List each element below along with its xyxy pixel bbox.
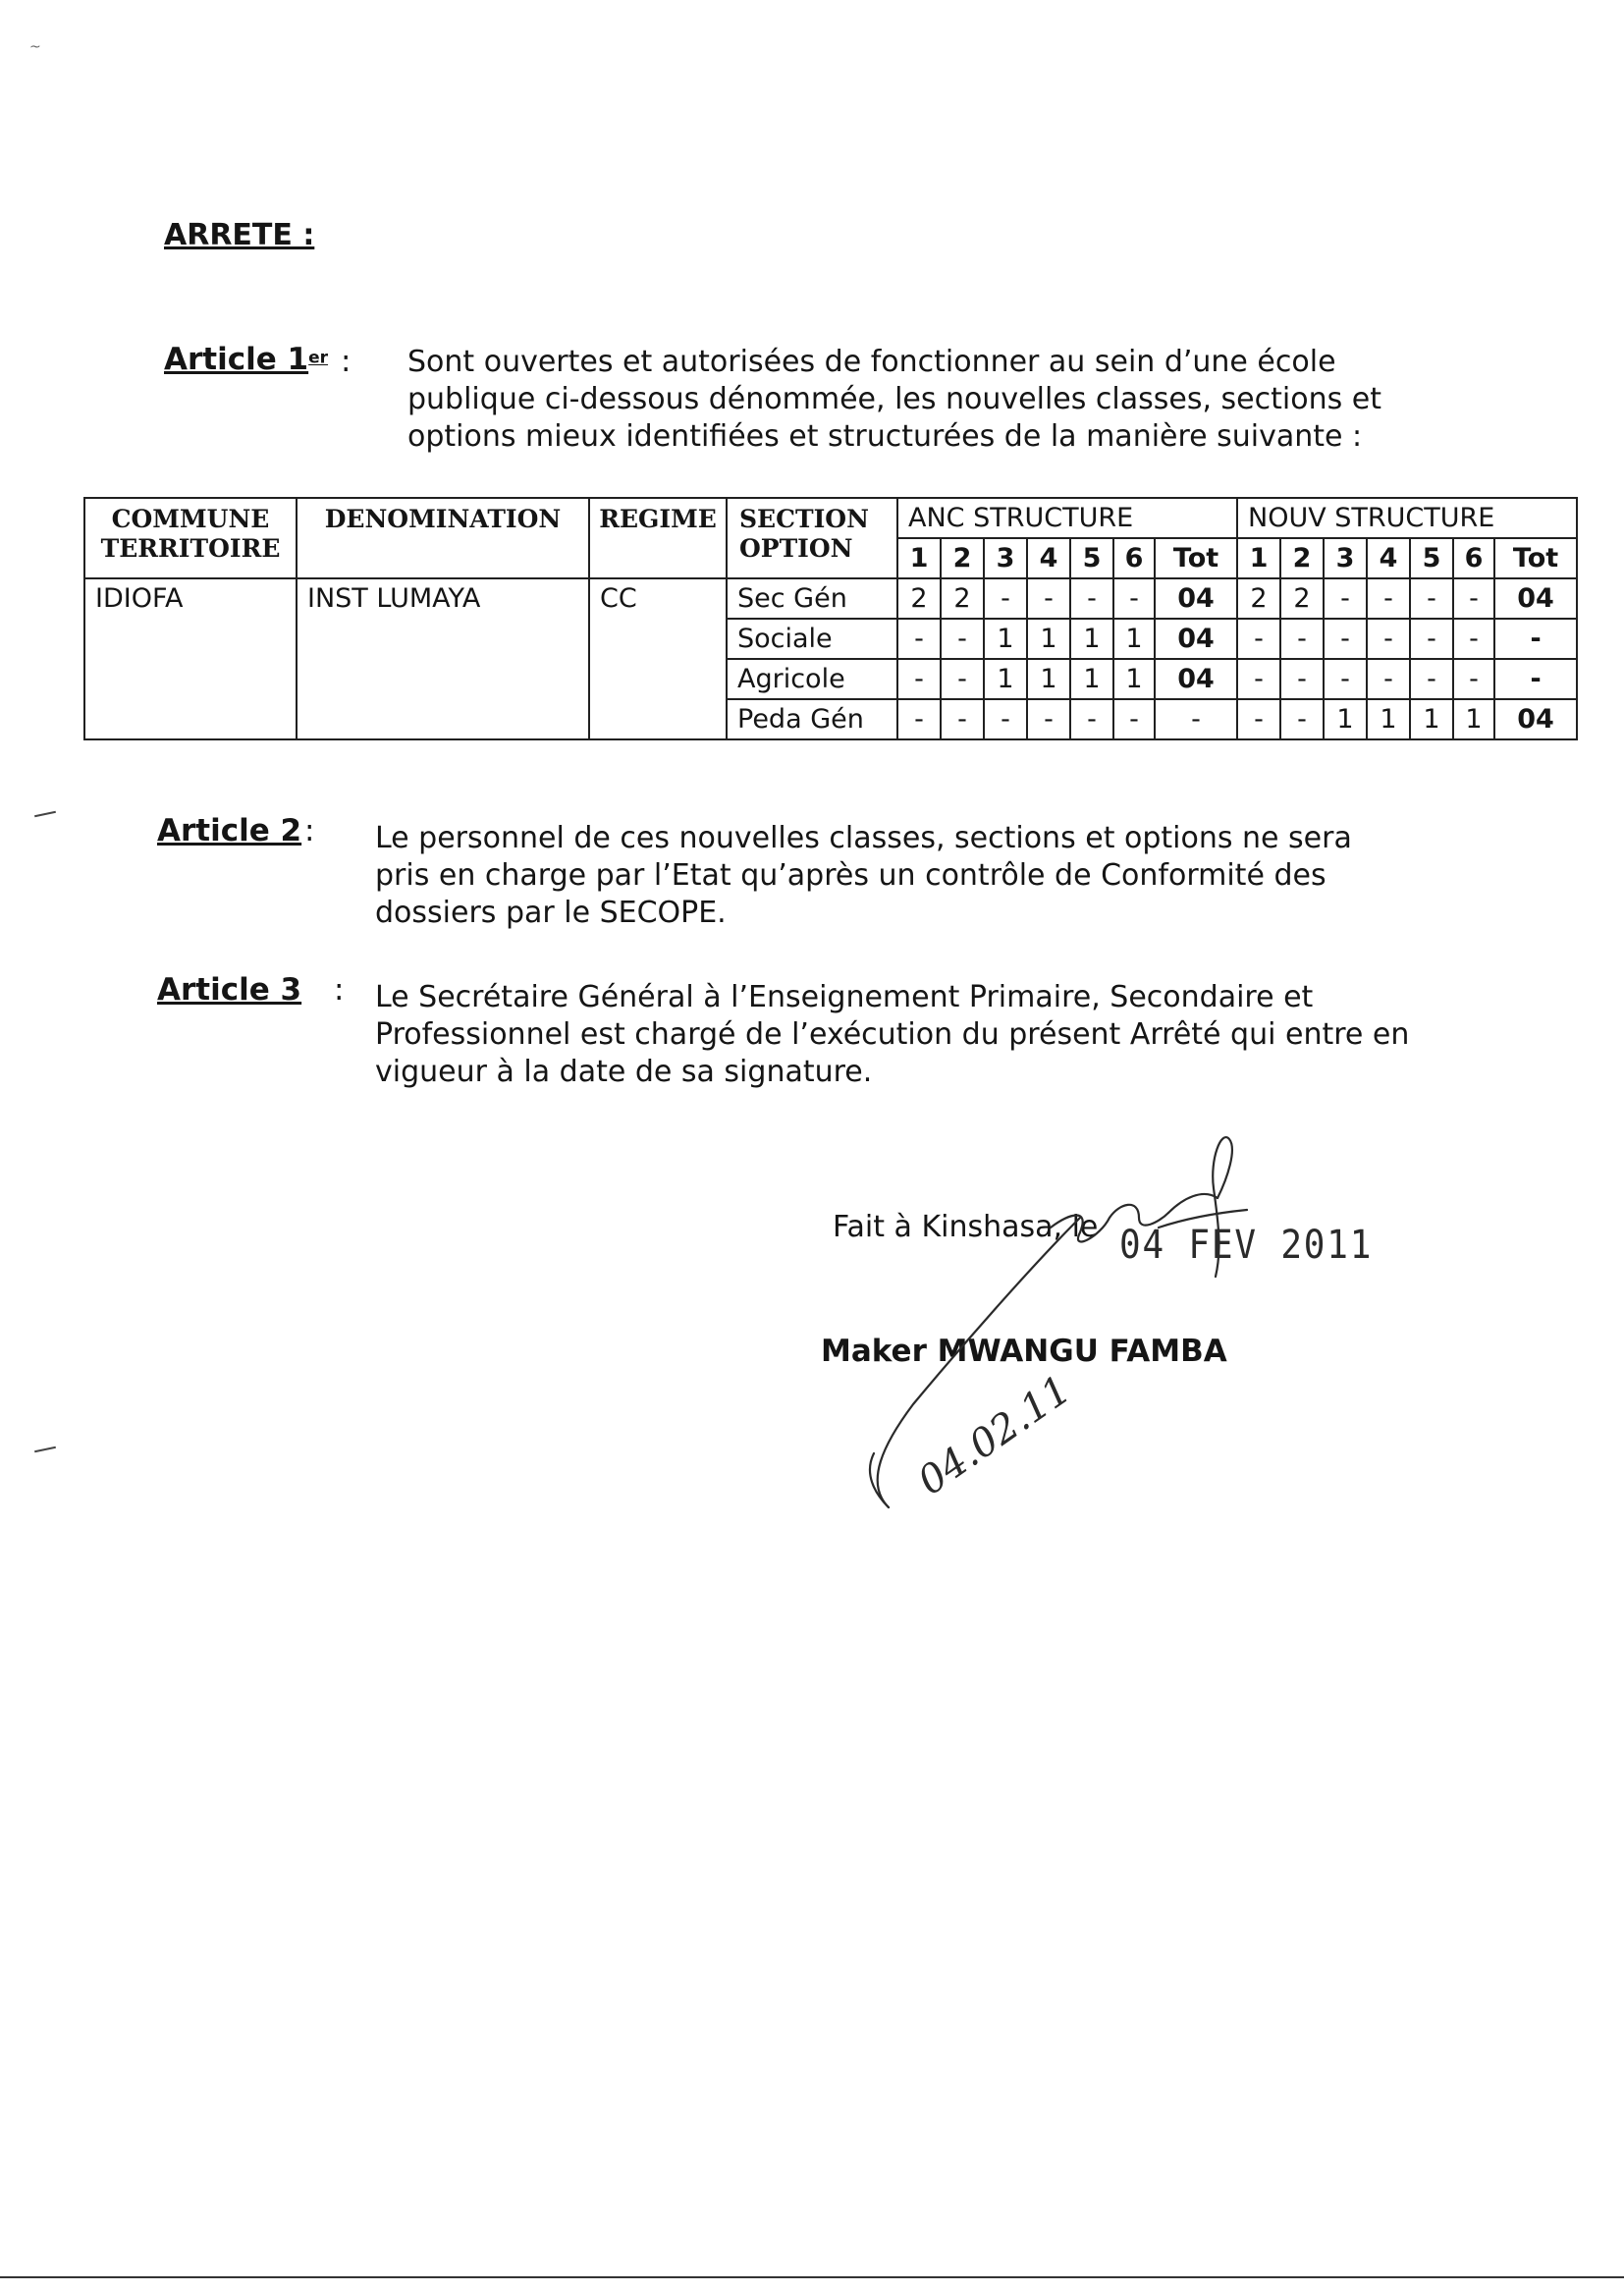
option-header-label: OPTION xyxy=(739,534,853,563)
value-cell: - xyxy=(1324,619,1367,659)
territoire-header-label: TERRITOIRE xyxy=(100,534,281,563)
article-2-line: pris en charge par l’Etat qu’après un contrôle de Conformité des xyxy=(375,858,1326,893)
article-1-title: Article 1 xyxy=(164,342,309,377)
header-row xyxy=(84,498,1577,538)
article-3-line: Professionnel est chargé de l’exécution du présent Arrêté qui entre en xyxy=(375,1017,1410,1052)
value-cell: - xyxy=(1324,659,1367,699)
value-cell: 2 xyxy=(897,578,941,619)
regime-header: REGIME xyxy=(589,498,727,578)
value-cell: - xyxy=(1237,699,1280,739)
nouv-col-header: 5 xyxy=(1410,538,1453,578)
regime-cell: CC xyxy=(589,578,727,739)
value-cell: - xyxy=(1453,578,1494,619)
article-3-line: Le Secrétaire Général à l’Enseignement Primaire, Secondaire et xyxy=(375,980,1314,1014)
nouv-col-header: 6 xyxy=(1453,538,1494,578)
value-cell: - xyxy=(1280,699,1324,739)
value-cell: 1 xyxy=(1410,699,1453,739)
article-3-colon: : xyxy=(334,972,345,1008)
value-cell: - xyxy=(897,619,941,659)
value-cell: - xyxy=(1113,578,1155,619)
total-cell: 04 xyxy=(1155,578,1237,619)
option-cell: Sec Gén xyxy=(727,578,897,619)
article-1-colon: : xyxy=(341,344,352,379)
value-cell: - xyxy=(897,659,941,699)
commune-header xyxy=(84,498,297,578)
article-2-colon: : xyxy=(304,813,315,848)
value-cell: 1 xyxy=(984,619,1027,659)
article-3-text xyxy=(375,979,1410,1091)
value-cell: - xyxy=(897,699,941,739)
article-2-text xyxy=(375,820,1377,932)
anc-col-header: Tot xyxy=(1155,538,1237,578)
value-cell: 1 xyxy=(1070,659,1113,699)
value-cell: - xyxy=(1070,578,1113,619)
total-cell: 04 xyxy=(1155,659,1237,699)
signer-name: Maker MWANGU FAMBA xyxy=(821,1334,1227,1369)
value-cell: - xyxy=(1237,659,1280,699)
value-cell: - xyxy=(984,699,1027,739)
article-1-text xyxy=(407,344,1419,456)
option-cell: Agricole xyxy=(727,659,897,699)
value-cell: 1 xyxy=(1027,659,1070,699)
value-cell: - xyxy=(941,659,984,699)
option-cell: Peda Gén xyxy=(727,699,897,739)
place-date-label: Fait à Kinshasa, le xyxy=(833,1210,1099,1244)
nouv-col-header: 2 xyxy=(1280,538,1324,578)
total-cell: - xyxy=(1494,619,1577,659)
value-cell: - xyxy=(1070,699,1113,739)
value-cell: - xyxy=(941,699,984,739)
anc-col-header: 1 xyxy=(897,538,941,578)
handwritten-date: 04.02.11 xyxy=(909,1366,1080,1504)
value-cell: 1 xyxy=(1453,699,1494,739)
article-1-line: options mieux identifiées et structurées de la manière suivante : xyxy=(407,419,1363,454)
value-cell: 1 xyxy=(1367,699,1410,739)
value-cell: - xyxy=(1410,619,1453,659)
value-cell: 1 xyxy=(984,659,1027,699)
value-cell: 1 xyxy=(1113,659,1155,699)
value-cell: - xyxy=(1453,659,1494,699)
total-cell: 04 xyxy=(1494,578,1577,619)
denomination-header: DENOMINATION xyxy=(297,498,589,578)
nouv-col-header: 1 xyxy=(1237,538,1280,578)
value-cell: - xyxy=(984,578,1027,619)
value-cell: - xyxy=(941,619,984,659)
value-cell: 1 xyxy=(1324,699,1367,739)
margin-mark xyxy=(34,1447,56,1453)
anc-col-header: 3 xyxy=(984,538,1027,578)
article-3-label: Article 3 xyxy=(157,972,302,1008)
article-3-line: vigueur à la date de sa signature. xyxy=(375,1055,873,1089)
value-cell: - xyxy=(1113,699,1155,739)
value-cell: - xyxy=(1027,699,1070,739)
article-1-line: Sont ouvertes et autorisées de fonctionner au sein d’une école xyxy=(407,345,1336,379)
value-cell: - xyxy=(1367,578,1410,619)
option-cell: Sociale xyxy=(727,619,897,659)
value-cell: - xyxy=(1237,619,1280,659)
denomination-cell: INST LUMAYA xyxy=(297,578,589,739)
value-cell: 2 xyxy=(1280,578,1324,619)
value-cell: - xyxy=(1324,578,1367,619)
commune-header-label: COMMUNE xyxy=(111,505,270,533)
value-cell: 2 xyxy=(1237,578,1280,619)
date-stamp: 04 FEV 2011 xyxy=(1119,1223,1374,1268)
value-cell: - xyxy=(1367,659,1410,699)
article-2-line: Le personnel de ces nouvelles classes, sections et options ne sera xyxy=(375,821,1352,855)
commune-cell: IDIOFA xyxy=(84,578,297,739)
anc-col-header: 5 xyxy=(1070,538,1113,578)
nouv-structure-header: NOUV STRUCTURE xyxy=(1237,498,1577,538)
value-cell: 1 xyxy=(1027,619,1070,659)
section-header xyxy=(727,498,897,578)
value-cell: 1 xyxy=(1113,619,1155,659)
anc-col-header: 4 xyxy=(1027,538,1070,578)
article-1-label xyxy=(164,342,328,377)
value-cell: - xyxy=(1027,578,1070,619)
value-cell: 1 xyxy=(1070,619,1113,659)
anc-col-header: 6 xyxy=(1113,538,1155,578)
anc-structure-header: ANC STRUCTURE xyxy=(897,498,1237,538)
margin-mark xyxy=(34,811,56,818)
article-2-line: dossiers par le SECOPE. xyxy=(375,896,727,930)
section-header-label: SECTION xyxy=(739,505,869,533)
total-cell: 04 xyxy=(1155,619,1237,659)
nouv-col-header: 3 xyxy=(1324,538,1367,578)
value-cell: - xyxy=(1280,659,1324,699)
page-heading: ARRETE : xyxy=(164,218,315,252)
value-cell: - xyxy=(1410,659,1453,699)
total-cell: - xyxy=(1155,699,1237,739)
school-structure-table xyxy=(83,497,1578,740)
corner-mark: ~ xyxy=(29,39,41,55)
total-cell: 04 xyxy=(1494,699,1577,739)
value-cell: - xyxy=(1410,578,1453,619)
nouv-col-header: 4 xyxy=(1367,538,1410,578)
value-cell: - xyxy=(1280,619,1324,659)
article-1-superscript: er xyxy=(308,348,329,368)
value-cell: 2 xyxy=(941,578,984,619)
bottom-rule xyxy=(0,2276,1624,2278)
handwritten-signature xyxy=(844,1119,1296,1571)
value-cell: - xyxy=(1367,619,1410,659)
value-cell: - xyxy=(1453,619,1494,659)
table-row xyxy=(84,578,1577,619)
article-2-label: Article 2 xyxy=(157,813,302,848)
total-cell: - xyxy=(1494,659,1577,699)
anc-col-header: 2 xyxy=(941,538,984,578)
nouv-col-header: Tot xyxy=(1494,538,1577,578)
article-1-line: publique ci-dessous dénommée, les nouvelles classes, sections et xyxy=(407,382,1381,416)
